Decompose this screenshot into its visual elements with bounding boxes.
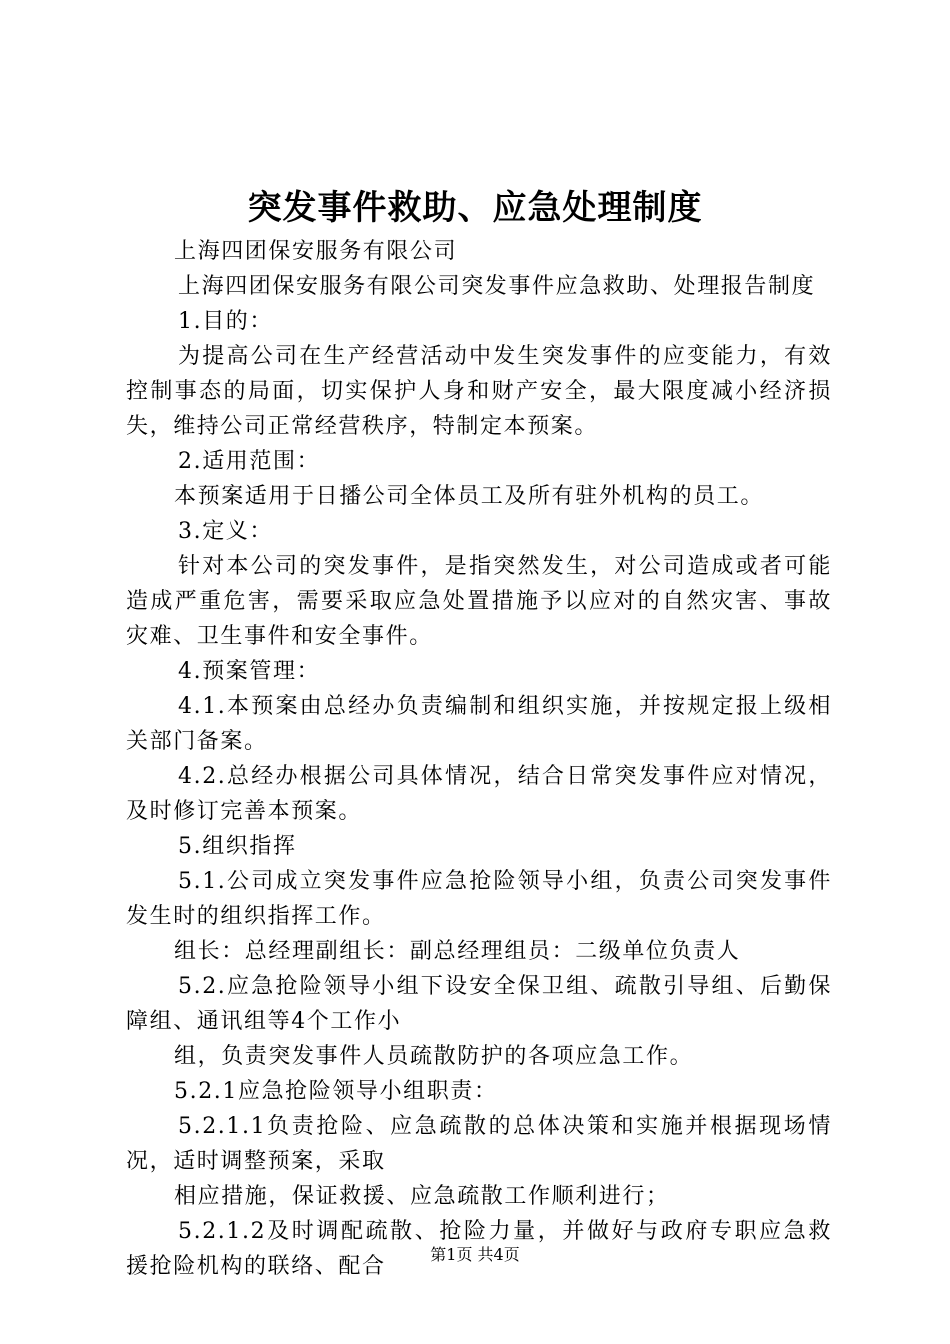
- paragraph-subtitle: 上海四团保安服务有限公司突发事件应急救助、处理报告制度: [178, 274, 816, 299]
- paragraph-purpose: 为提高公司在生产经营活动中发生突发事件的应变能力，有效控制事态的局面，切实保护人身和财产安全，最大限度减小经济损失，维持公司正常经营秩序，特制定本预案。: [126, 344, 832, 439]
- paragraph-5-1: 5.1.公司成立突发事件应急抢险领导小组，负责公司突发事件发生时的组织指挥工作。: [126, 869, 832, 929]
- paragraph-4-2: 4.2.总经办根据公司具体情况，结合日常突发事件应对情况，及时修订完善本预案。: [126, 764, 832, 824]
- heading-scope: 2.适用范围：: [178, 449, 321, 474]
- paragraph-5-2-1-1: 5.2.1.1负责抢险、应急疏散的总体决策和实施并根据现场情况，适时调整预案，采取: [126, 1114, 832, 1174]
- paragraph-5-2-cont: 组，负责突发事件人员疏散防护的各项应急工作。: [174, 1044, 694, 1069]
- document-body: [126, 234, 832, 1284]
- paragraph-roles: 组长：总经理副组长：副总经理组员：二级单位负责人: [174, 939, 741, 964]
- paragraph-5-2-1-2: 5.2.1.2及时调配疏散、抢险力量，并做好与政府专职应急救援抢险机构的联络、配合: [126, 1219, 832, 1279]
- heading-plan-management: 4.预案管理：: [178, 659, 321, 684]
- paragraph-company: 上海四团保安服务有限公司: [174, 239, 458, 264]
- heading-organization: 5.组织指挥: [178, 834, 297, 859]
- page-footer: 第1页 共4页: [430, 1245, 520, 1264]
- heading-definition: 3.定义：: [178, 519, 273, 544]
- heading-purpose: 1.目的：: [178, 309, 273, 334]
- document-title: 突发事件救助、应急处理制度: [247, 188, 703, 228]
- paragraph-scope: 本预案适用于日播公司全体员工及所有驻外机构的员工。: [174, 484, 765, 509]
- paragraph-definition: 针对本公司的突发事件，是指突然发生，对公司造成或者可能造成严重危害，需要采取应急处置措施予以应对的自然灾害、事故灾难、卫生事件和安全事件。: [126, 554, 832, 649]
- heading-5-2-1: 5.2.1应急抢险领导小组职责：: [174, 1079, 498, 1104]
- paragraph-4-1: 4.1.本预案由总经办负责编制和组织实施，并按规定报上级相关部门备案。: [126, 694, 832, 754]
- paragraph-5-2-1-1-cont: 相应措施，保证救援、应急疏散工作顺利进行；: [174, 1184, 670, 1209]
- paragraph-5-2: 5.2.应急抢险领导小组下设安全保卫组、疏散引导组、后勤保障组、通讯组等4个工作小: [126, 974, 832, 1034]
